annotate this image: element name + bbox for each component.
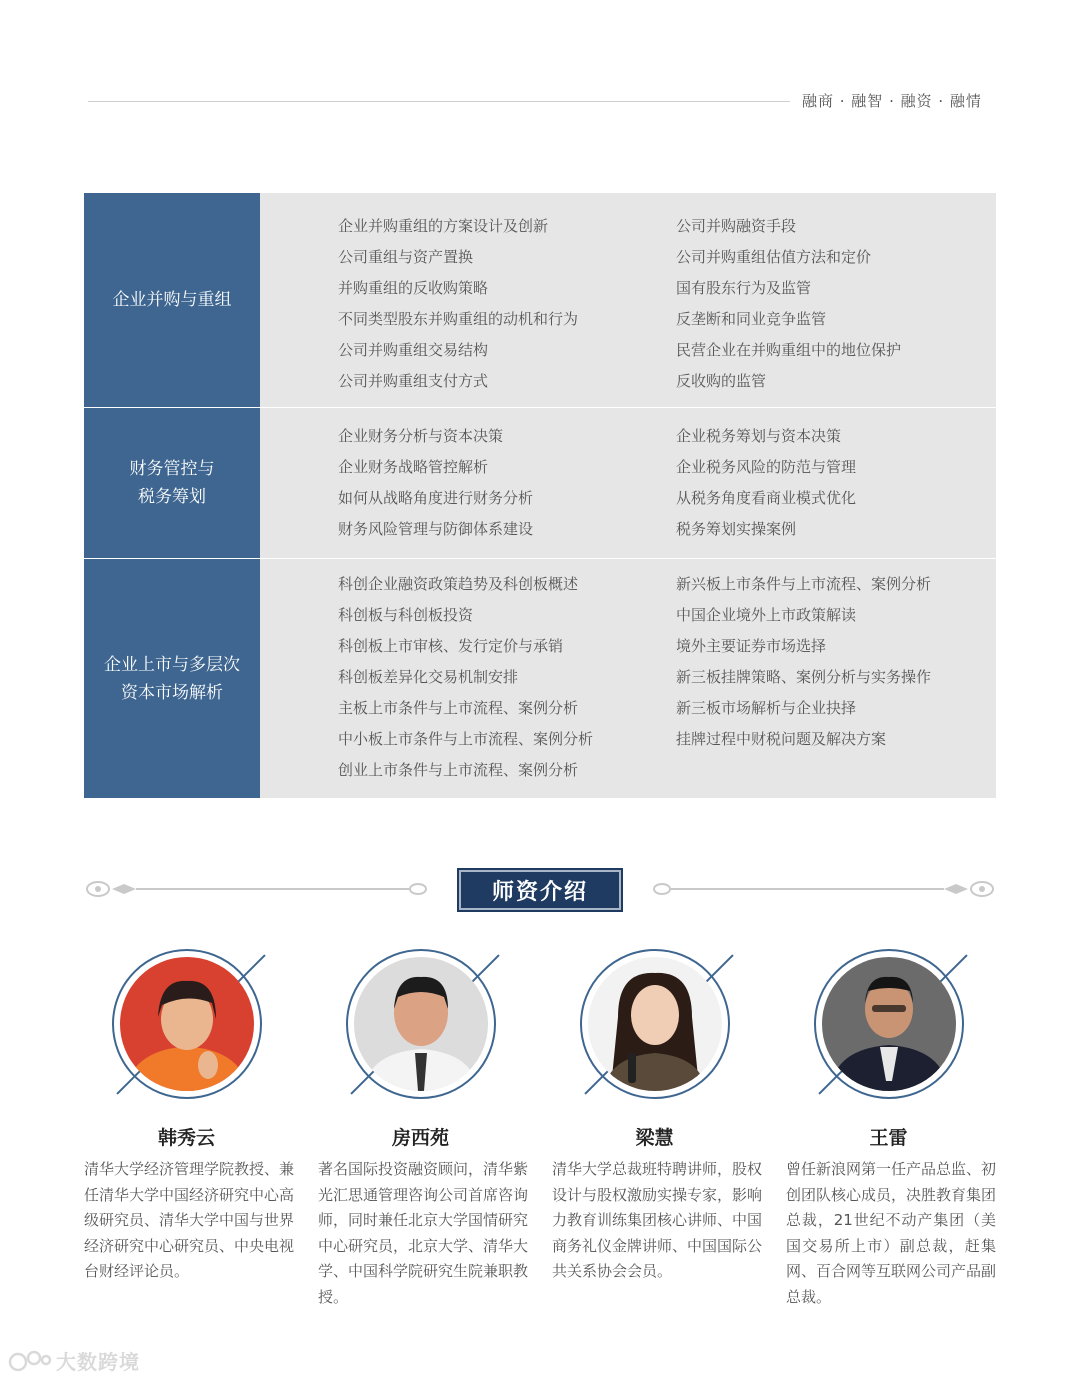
topic-item: 中小板上市条件与上市流程、案例分析 xyxy=(338,730,594,748)
faculty-name: 韩秀云 xyxy=(157,1127,215,1149)
section-title: 师资介绍 xyxy=(491,879,588,905)
curriculum-table xyxy=(84,193,996,798)
topic-item: 并购重组的反收购策略 xyxy=(338,279,489,297)
topic-column-left xyxy=(338,569,593,786)
topic-item: 新三板挂牌策略、案例分析与实务操作 xyxy=(676,668,932,686)
faculty-bio: 曾任新浪网第一任产品总监、初创团队核心成员，决胜教育集团总裁，21世纪不动产集团（美国交易所上市）副总裁，赶集网、百合网等互联网公司产品副总裁。 xyxy=(786,1160,997,1306)
faculty-bio: 清华大学经济管理学院教授、兼任清华大学中国经济研究中心高级研究员、清华大学中国与世界经济研究中心研究员、中央电视台财经评论员。 xyxy=(84,1160,295,1280)
topic-panel xyxy=(260,408,996,558)
category-label: 财务管控与 税务筹划 xyxy=(84,408,260,558)
topic-panel xyxy=(260,193,996,407)
topic-panel xyxy=(260,559,996,798)
topic-column-right xyxy=(676,421,856,545)
topic-item: 新兴板上市条件与上市流程、案例分析 xyxy=(676,575,932,593)
topic-item: 公司重组与资产置换 xyxy=(338,248,474,266)
faculty-name: 王雷 xyxy=(869,1127,908,1149)
topic-item: 公司并购重组交易结构 xyxy=(338,341,489,359)
faculty-name: 房西苑 xyxy=(391,1127,449,1149)
faculty-bio: 清华大学总裁班特聘讲师，股权设计与股权激励实操专家，影响力教育训练集团核心讲师、中国商务礼仪金牌讲师、中国国际公共关系协会会员。 xyxy=(552,1160,763,1280)
left-ornament xyxy=(84,876,434,902)
topic-column-right xyxy=(676,211,901,397)
topic-item: 科创企业融资政策趋势及科创板概述 xyxy=(338,575,579,593)
watermark xyxy=(8,1346,140,1375)
topic-item: 税务筹划实操案例 xyxy=(676,520,797,538)
topic-item: 中国企业境外上市政策解读 xyxy=(676,606,857,624)
portrait-frame xyxy=(552,945,767,1110)
topic-item: 如何从战略角度进行财务分析 xyxy=(338,489,534,507)
watermark-logo-icon xyxy=(8,1348,52,1374)
topic-item: 境外主要证券市场选择 xyxy=(676,637,827,655)
topic-item: 公司并购重组支付方式 xyxy=(338,372,489,390)
topic-item: 财务风险管理与防御体系建设 xyxy=(338,520,534,538)
topic-item: 企业财务战略管控解析 xyxy=(338,458,489,476)
topic-item: 主板上市条件与上市流程、案例分析 xyxy=(338,699,579,717)
topic-column-left xyxy=(338,211,578,397)
category-label: 企业上市与多层次 资本市场解析 xyxy=(84,559,260,798)
category-label: 企业并购与重组 xyxy=(84,193,260,407)
topic-item: 创业上市条件与上市流程、案例分析 xyxy=(338,761,579,779)
topic-item: 新三板市场解析与企业抉择 xyxy=(676,699,857,717)
curriculum-row-finance xyxy=(84,408,996,558)
topic-column-left xyxy=(338,421,533,545)
portrait-frame xyxy=(786,945,1001,1110)
topic-item: 科创板与科创板投资 xyxy=(338,606,474,624)
header-rule xyxy=(88,101,790,102)
topic-item: 民营企业在并购重组中的地位保护 xyxy=(676,341,902,359)
portrait-photo xyxy=(588,957,722,1091)
faculty-card xyxy=(318,945,533,1306)
faculty-card xyxy=(84,945,299,1280)
faculty-card xyxy=(786,945,1001,1306)
topic-item: 公司并购融资手段 xyxy=(676,217,797,235)
topic-item: 从税务角度看商业模式优化 xyxy=(676,489,857,507)
topic-item: 不同类型股东并购重组的动机和行为 xyxy=(338,310,579,328)
topic-item: 企业税务风险的防范与管理 xyxy=(676,458,857,476)
portrait-photo xyxy=(354,957,488,1091)
faculty-card xyxy=(552,945,767,1280)
header-tagline: 融商 · 融智 · 融资 · 融情 xyxy=(802,92,982,110)
topic-item: 科创板差异化交易机制安排 xyxy=(338,668,519,686)
section-title-frame xyxy=(459,870,621,910)
topic-item: 企业财务分析与资本决策 xyxy=(338,427,504,445)
topic-column-right xyxy=(676,569,931,755)
curriculum-row-ma xyxy=(84,193,996,407)
topic-item: 企业税务筹划与资本决策 xyxy=(676,427,842,445)
topic-item: 挂牌过程中财税问题及解决方案 xyxy=(676,730,887,748)
faculty-bio: 著名国际投资融资顾问，清华紫光汇思通管理咨询公司首席咨询师，同时兼任北京大学国情研究中心研究员，北京大学、清华大学、中国科学院研究生院兼职教授。 xyxy=(318,1160,529,1306)
topic-item: 反收购的监管 xyxy=(676,372,767,390)
topic-item: 反垄断和同业竞争监管 xyxy=(676,310,827,328)
right-ornament xyxy=(646,876,996,902)
topic-item: 企业并购重组的方案设计及创新 xyxy=(338,217,549,235)
portrait-frame xyxy=(318,945,533,1110)
portrait-photo xyxy=(822,957,956,1091)
topic-item: 国有股东行为及监管 xyxy=(676,279,812,297)
portrait-photo xyxy=(120,957,254,1091)
portrait-frame xyxy=(84,945,299,1110)
watermark-text: 大数跨境 xyxy=(56,1350,140,1374)
faculty-name: 梁慧 xyxy=(635,1127,674,1149)
topic-item: 公司并购重组估值方法和定价 xyxy=(676,248,872,266)
curriculum-row-listing xyxy=(84,559,996,798)
topic-item: 科创板上市审核、发行定价与承销 xyxy=(338,637,564,655)
